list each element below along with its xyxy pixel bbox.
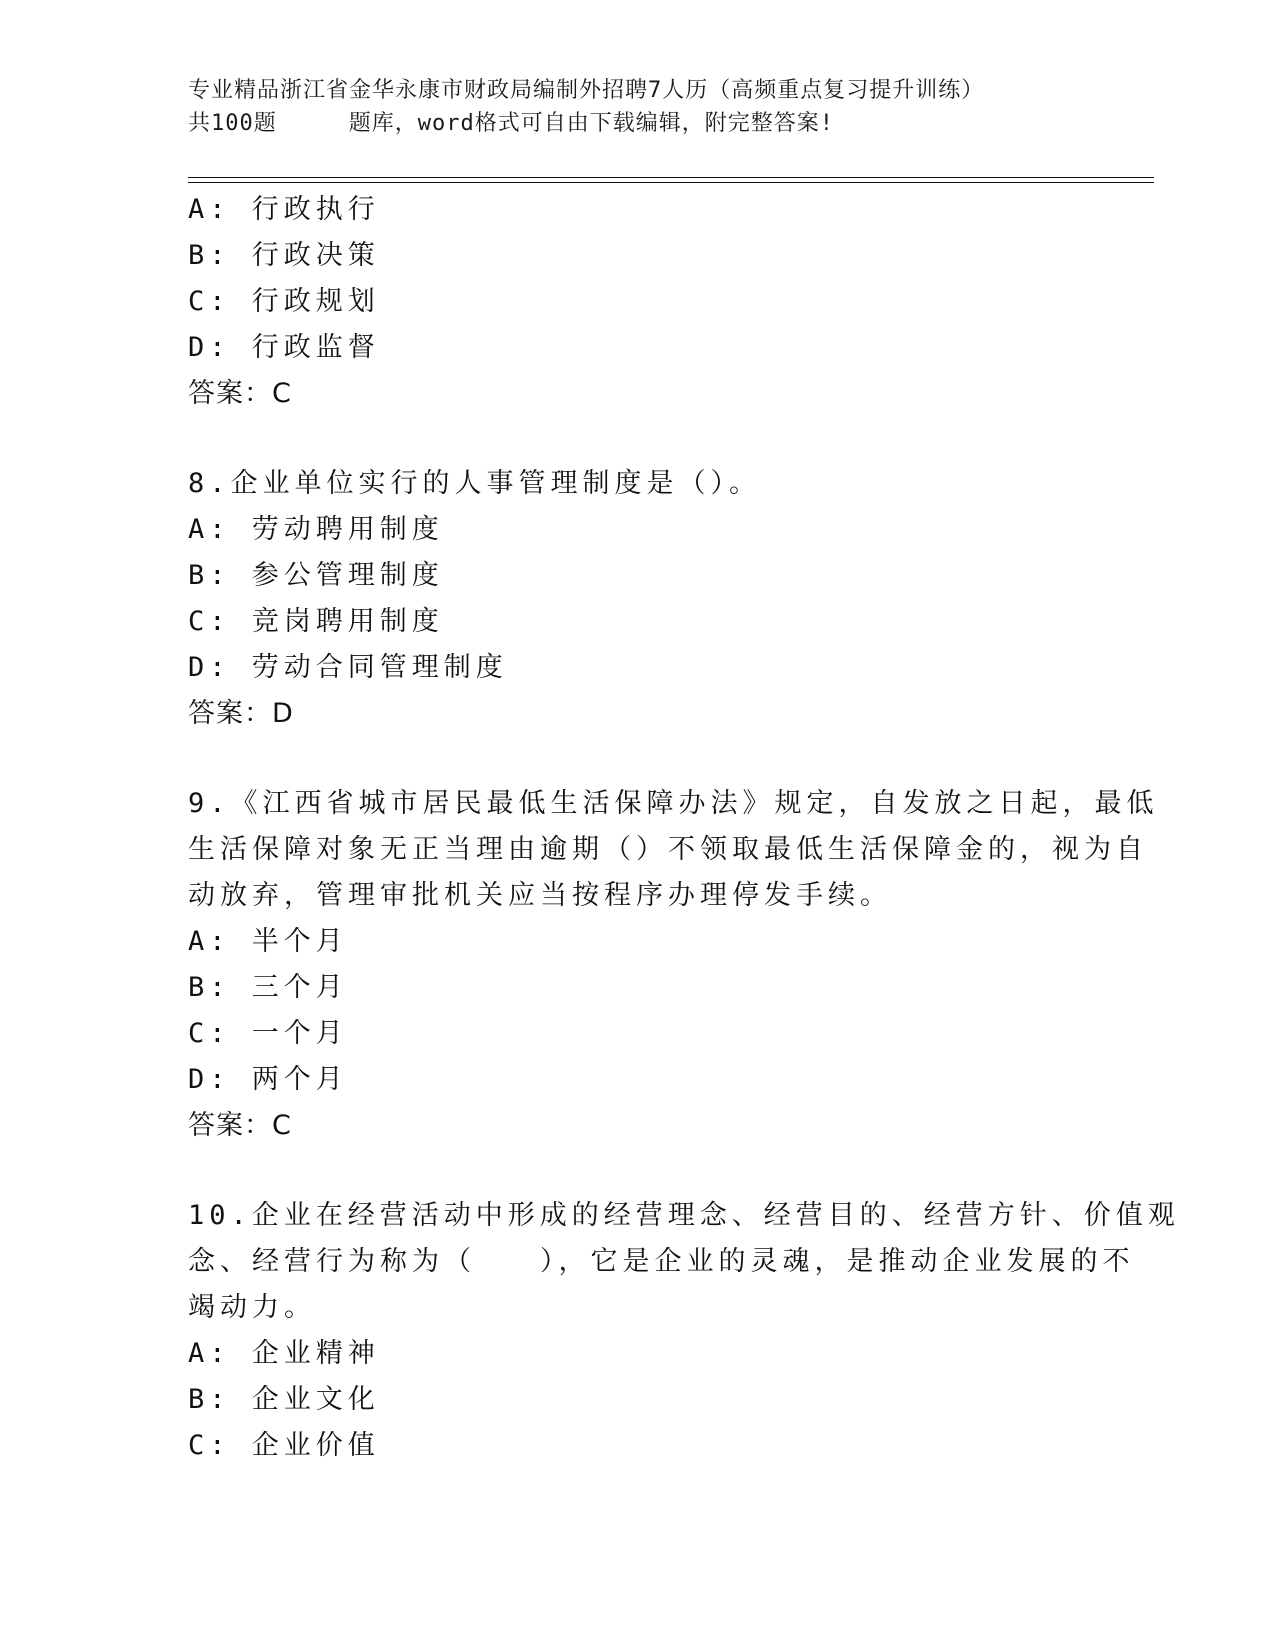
header-subtitle-line	[188, 107, 1148, 140]
question-text: 8.企业单位实行的人事管理制度是（）。	[188, 468, 762, 499]
question-8	[188, 461, 1088, 737]
option-a: A: 劳动聘用制度	[188, 514, 444, 545]
question-text-line: 竭动力。	[188, 1292, 316, 1323]
answer: 答案：C	[188, 1110, 292, 1141]
question-text-line: 9.《江西省城市居民最低生活保障办法》规定，自发放之日起，最低	[188, 788, 1159, 819]
option-c: C: 一个月	[188, 1018, 348, 1049]
question-text-line: 10.企业在经营活动中形成的经营理念、经营目的、经营方针、价值观	[188, 1200, 1180, 1231]
question-7	[188, 187, 1088, 417]
option-d: D: 劳动合同管理制度	[188, 652, 508, 683]
question-list	[188, 187, 1180, 1469]
header-subtitle: 题库，word格式可自由下载编辑，附完整答案!	[348, 111, 834, 136]
option-a: A: 行政执行	[188, 194, 380, 225]
option-b: B: 参公管理制度	[188, 560, 444, 591]
option-d: D: 两个月	[188, 1064, 348, 1095]
question-text-line: 动放弃，管理审批机关应当按程序办理停发手续。	[188, 880, 892, 911]
question-10	[188, 1193, 1180, 1469]
header-title: 专业精品浙江省金华永康市财政局编制外招聘7人历（高频重点复习提升训练）	[188, 78, 985, 103]
option-b: B: 企业文化	[188, 1384, 380, 1415]
document-header	[188, 74, 1148, 140]
option-c: C: 行政规划	[188, 286, 380, 317]
option-b: B: 三个月	[188, 972, 348, 1003]
question-text-line: 念、经营行为称为（ ），它是企业的灵魂，是推动企业发展的不	[188, 1246, 1135, 1277]
header-count: 共100题	[188, 111, 277, 136]
question-9	[188, 781, 1159, 1149]
option-a: A: 企业精神	[188, 1338, 380, 1369]
answer: 答案：D	[188, 698, 294, 729]
question-text-line: 生活保障对象无正当理由逾期（）不领取最低生活保障金的，视为自	[188, 834, 1148, 865]
option-b: B: 行政决策	[188, 240, 380, 271]
option-c: C: 竞岗聘用制度	[188, 606, 444, 637]
option-d: D: 行政监督	[188, 332, 380, 363]
option-c: C: 企业价值	[188, 1430, 380, 1461]
header-divider-top	[188, 177, 1154, 178]
answer: 答案：C	[188, 378, 292, 409]
option-a: A: 半个月	[188, 926, 348, 957]
header-divider-bottom	[188, 182, 1154, 183]
